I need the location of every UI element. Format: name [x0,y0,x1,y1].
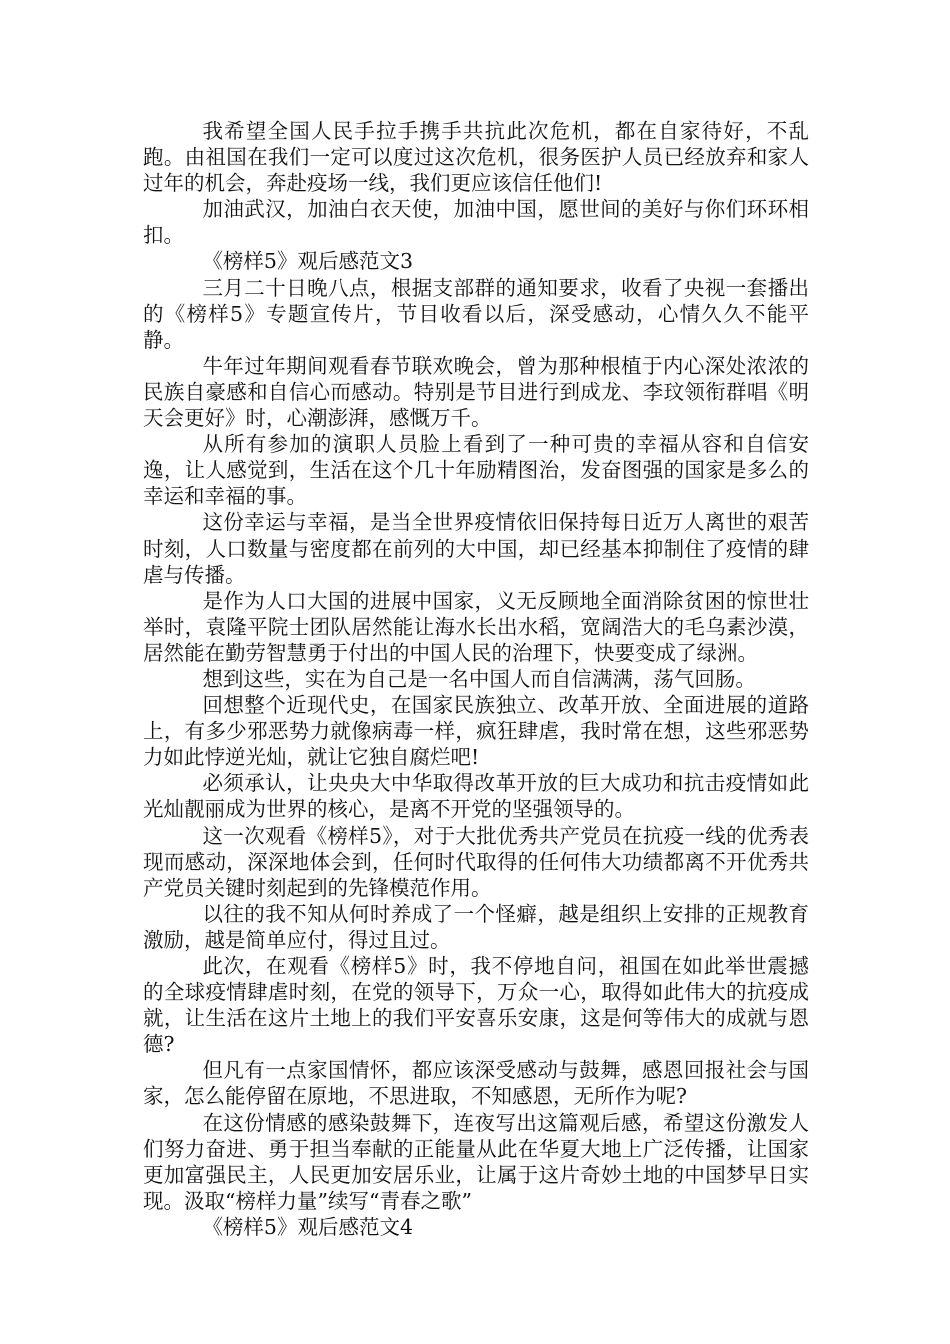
paragraph: 加油武汉，加油白衣天使，加油中国，愿世间的美好与你们环环相扣。 [143,197,809,248]
paragraph: 回想整个近现代史，在国家民族独立、改革开放、全面进展的道路上，有多少邪恶势力就像病毒一样，疯狂肆虐，我时常在想，这些邪恶势力如此悖逆光灿，就让它独自腐烂吧! [143,693,809,770]
paragraph: 三月二十日晚八点，根据支部群的通知要求，收看了央视一套播出的《榜样5》专题宣传片，节目收看以后，深受感动，心情久久不能平静。 [143,275,809,352]
paragraph: 牛年过年期间观看春节联欢晚会，曾为那种根植于内心深处浓浓的民族自豪感和自信心而感动。特别是节目进行到成龙、李玟领衔群唱《明天会更好》时，心潮澎湃，感慨万千。 [143,353,809,431]
paragraph: 这一次观看《榜样5》，对于大批优秀共产党员在抗疫一线的优秀表现而感动，深深地体会到，任何时代取得的任何伟大功绩都离不开优秀共产党员关键时刻起到的先锋模范作用。 [143,823,809,900]
paragraph: 但凡有一点家国情怀，都应该深受感动与鼓舞，感恩回报社会与国家，怎么能停留在原地，不思进取，不知感恩，无所作为呢? [143,1058,809,1109]
paragraph: 必须承认，让央央大中华取得改革开放的巨大成功和抗击疫情如此光灿靓丽成为世界的核心，是离不开党的坚强领导的。 [143,771,809,822]
paragraph: 以往的我不知从何时养成了一个怪癖，越是组织上安排的正规教育激励，越是简单应付，得过且过。 [143,901,809,952]
document-body [143,118,809,1240]
paragraph: 在这份情感的感染鼓舞下，连夜写出这篇观后感，希望这份激发人们努力奋进、勇于担当奉献的正能量从此在华夏大地上广泛传播，让国家更加富强民主，人民更加安居乐业，让属于这片奇妙土地的中国梦早日实现。汲取“榜样力量”续写“青春之歌” [143,1110,809,1213]
section-heading: 《榜样5》观后感范文3 [202,249,414,274]
section-heading: 《榜样5》观后感范文4 [202,1214,414,1239]
paragraph: 是作为人口大国的进展中国家，义无反顾地全面消除贫困的惊世壮举时，袁隆平院士团队居然能让海水长出水稻，宽阔浩大的毛乌素沙漠，居然能在勤劳智慧勇于付出的中国人民的治理下，快要变成了绿洲。 [143,588,809,665]
paragraph: 此次，在观看《榜样5》时，我不停地自问，祖国在如此举世震撼的全球疫情肆虐时刻，在党的领导下，万众一心，取得如此伟大的抗疫成就，让生活在这片土地上的我们平安喜乐安康，这是何等伟大的成就与恩德? [143,954,809,1057]
paragraph: 这份幸运与幸福，是当全世界疫情依旧保持每日近万人离世的艰苦时刻，人口数量与密度都在前列的大中国，却已经基本抑制住了疫情的肆虐与传播。 [143,510,809,587]
paragraph: 我希望全国人民手拉手携手共抗此次危机，都在自家待好，不乱跑。由祖国在我们一定可以度过这次危机，很务医护人员已经放弃和家人过年的机会，奔赴疫场一线，我们更应该信任他们! [143,119,809,196]
paragraph: 想到这些，实在为自己是一名中国人而自信满满，荡气回肠。 [202,666,756,691]
paragraph: 从所有参加的演职人员脸上看到了一种可贵的幸福从容和自信安逸，让人感觉到，生活在这个几十年励精图治，发奋图强的国家是多么的幸运和幸福的事。 [143,432,809,509]
